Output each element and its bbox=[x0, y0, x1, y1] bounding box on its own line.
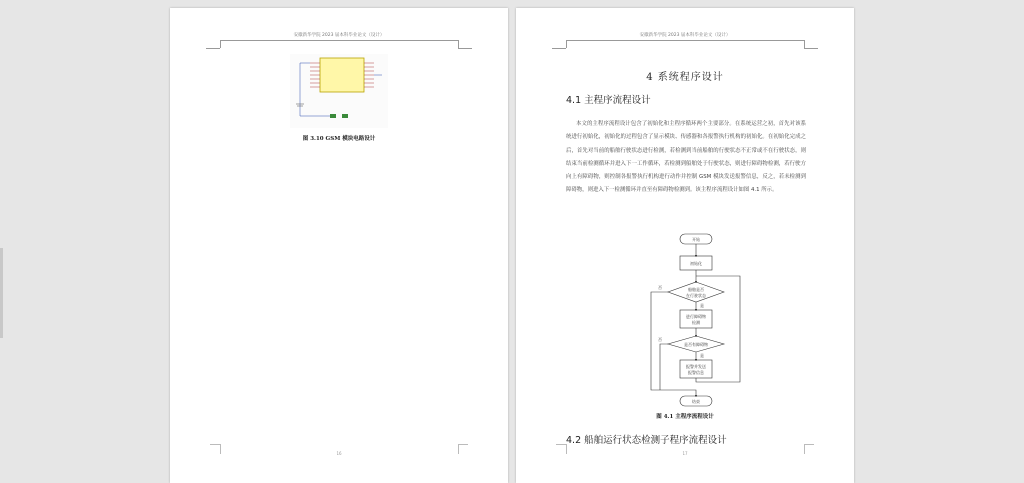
flow-obstacle-label: 是否有障碍物 bbox=[684, 342, 708, 347]
footer-corner-left-h bbox=[556, 444, 566, 445]
footer-corner-right-h bbox=[804, 444, 814, 445]
body-paragraph: 本文的主程序流程设计包含了初始化和主程序循环两个主要部分。在系统运营之初，首先对该系统进行初始化，初始化的过程包含了显示模块、传感器和各报警执行机构的初始化。在初始化完成之后，首先对当前的船舶行驶状态进行检测，若检测到当前船舶的行驶状态不正常或不在行驶状态，则结束当前检测循环并进入下一工作循环，若检测到船舶处于行驶状态，则进行障碍物检测，若行驶方向上有障碍物，则控制各报警执行机构进行动作并控制 GSM 模块发送报警信息，反之，若未检测到障碍物，则进入下一检测循环并直至有障碍物检测到。该主程序流程设计如图 4.1 所示。 bbox=[566, 121, 806, 194]
page-number: 16 bbox=[336, 451, 342, 456]
figure-caption: 图 3.10 GSM 模块电路设计 bbox=[302, 136, 376, 142]
header-corner-right-h bbox=[458, 48, 472, 49]
flow-no-2: 否 bbox=[658, 337, 662, 342]
page-header: 安徽新华学院 2023 届本科毕业论文（设计） bbox=[639, 33, 731, 38]
flow-decision-state bbox=[668, 282, 724, 302]
flow-alarm-label-2: 报警信息 bbox=[688, 370, 704, 375]
header-rule bbox=[220, 40, 458, 41]
flow-init-label: 初始化 bbox=[690, 261, 702, 266]
flow-detect-label-2: 检测 bbox=[692, 320, 700, 325]
flow-start-label: 开始 bbox=[692, 237, 700, 242]
page-number: 17 bbox=[682, 451, 688, 456]
document-page-16 bbox=[170, 8, 508, 483]
header-corner-right bbox=[458, 40, 459, 48]
chapter-title: 4 系统程序设计 bbox=[646, 72, 724, 83]
header-corner-left-h bbox=[552, 48, 566, 49]
window-edge-marker bbox=[0, 248, 3, 338]
flow-alarm-node bbox=[680, 360, 712, 378]
flow-obstacle-detect-node bbox=[680, 310, 712, 328]
flow-yes-1: 是 bbox=[700, 303, 704, 308]
flow-state-label-1: 船舶是否 bbox=[688, 287, 704, 292]
main-flowchart bbox=[646, 230, 746, 410]
flow-end-label: 结束 bbox=[692, 399, 700, 404]
page-header: 安徽新华学院 2023 届本科毕业论文（设计） bbox=[293, 33, 385, 38]
section-heading-4-2: 4.2 船舶运行状态检测子程序流程设计 bbox=[566, 435, 727, 446]
flow-yes-2: 是 bbox=[700, 353, 704, 358]
header-corner-right-h bbox=[804, 48, 818, 49]
header-rule bbox=[566, 40, 804, 41]
footer-corner-right-h bbox=[458, 444, 468, 445]
gsm-circuit-diagram bbox=[290, 54, 388, 128]
header-corner-left-h bbox=[206, 48, 220, 49]
header-corner-left bbox=[220, 40, 221, 48]
document-page-17 bbox=[516, 8, 854, 483]
footer-corner-left-h bbox=[210, 444, 220, 445]
flow-alarm-label-1: 报警并发送 bbox=[686, 364, 706, 369]
figure-caption: 图 4.1 主程序流程设计 bbox=[656, 414, 714, 420]
flow-no-1: 否 bbox=[658, 285, 662, 290]
header-corner-right bbox=[804, 40, 805, 48]
section-heading-4-1: 4.1 主程序流程设计 bbox=[566, 95, 651, 106]
flow-detect-label-1: 进行障碍物 bbox=[686, 314, 706, 319]
header-corner-left bbox=[566, 40, 567, 48]
flow-state-label-2: 在行驶状态 bbox=[686, 293, 706, 298]
